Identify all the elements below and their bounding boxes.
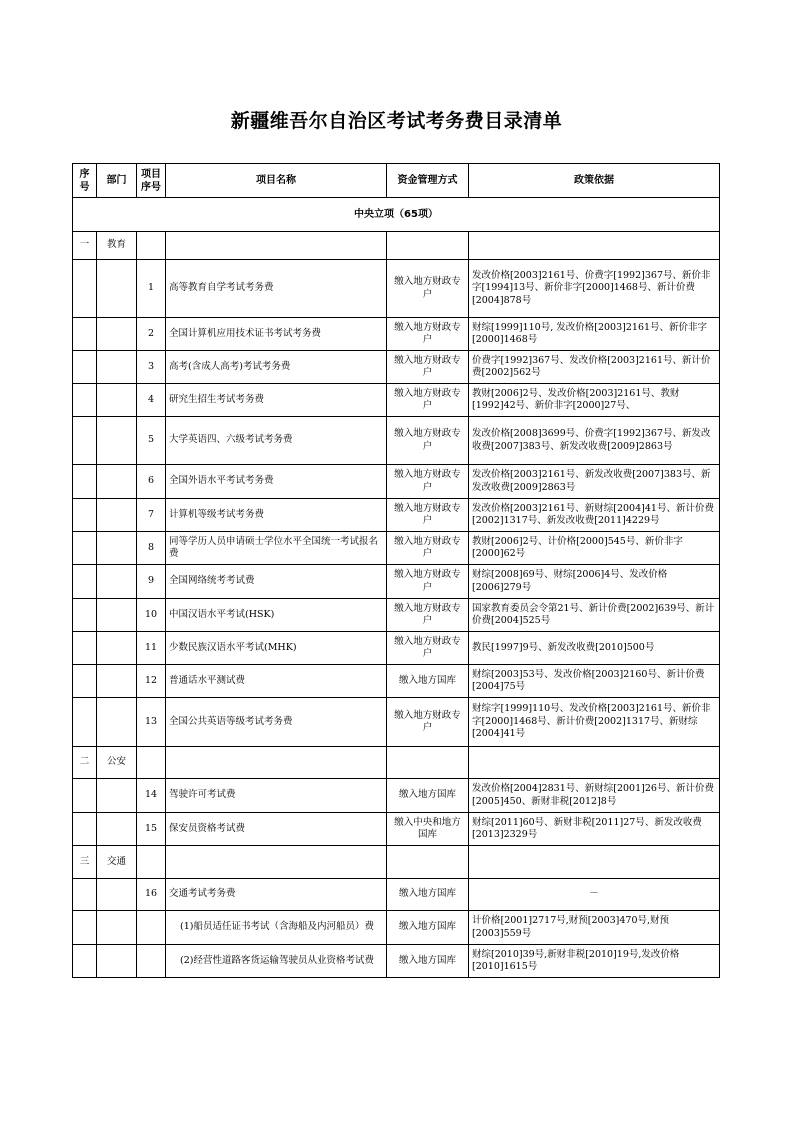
table-row [73, 318, 720, 351]
row-no: 11 [137, 632, 166, 665]
row-mode: 缴入地方财政专户 [387, 499, 469, 532]
row-name: 高等教育自学考试考务费 [166, 260, 387, 318]
group-row [73, 747, 720, 779]
table-row [73, 945, 720, 978]
row-no: 12 [137, 665, 166, 698]
row-name: (2)经营性道路客货运输驾驶员从业资格考试费 [166, 945, 387, 978]
group-dept: 交通 [97, 846, 137, 879]
row-mode: 缴入地方国库 [387, 665, 469, 698]
row-policy: 国家教育委员会令第21号、新计价费[2002]639号、新计价费[2004]525号 [469, 599, 720, 632]
table-row [73, 384, 720, 417]
table-row [73, 565, 720, 599]
table-row [73, 417, 720, 465]
table-row [73, 532, 720, 565]
row-no: 2 [137, 318, 166, 351]
header-policy: 政策依据 [469, 164, 720, 198]
page-title: 新疆维吾尔自治区考试考务费目录清单 [230, 110, 563, 132]
group-seq: 一 [73, 232, 97, 260]
row-name: 高考(含成人高考)考试考务费 [166, 351, 387, 384]
row-no: 1 [137, 260, 166, 318]
table-row [73, 351, 720, 384]
row-mode: 缴入地方财政专户 [387, 632, 469, 665]
row-name: (1)船员适任证书考试（含海船及内河船员）费 [166, 911, 387, 945]
row-mode: 缴入地方财政专户 [387, 532, 469, 565]
table-row [73, 779, 720, 813]
header-item-seq: 项目序号 [137, 164, 166, 198]
header-fund-mode: 资金管理方式 [387, 164, 469, 198]
fee-table [72, 163, 720, 978]
row-no [137, 945, 166, 978]
section-title: 中央立项（65项） [73, 198, 720, 232]
group-seq: 二 [73, 747, 97, 779]
section-row [73, 198, 720, 232]
row-policy: 财综[2003]53号、发改价格[2003]2160号、新计价费[2004]75号 [469, 665, 720, 698]
row-policy: 发改价格[2003]2161号、价费字[1992]367号、新价非字[1994]13号、新价非字[2000]1468号、新计价费[2004]878号 [469, 260, 720, 318]
row-name: 研究生招生考试考务费 [166, 384, 387, 417]
row-policy: 财综[1999]110号, 发改价格[2003]2161号、新价非字[2000]1468号 [469, 318, 720, 351]
row-policy: 教民[1997]9号、新发改收费[2010]500号 [469, 632, 720, 665]
row-name: 同等学历人员申请硕士学位水平全国统一考试报名费 [166, 532, 387, 565]
row-policy: 发改价格[2003]2161号、新发改收费[2007]383号、新发改收费[2009]2863号 [469, 465, 720, 499]
row-no: 7 [137, 499, 166, 532]
group-row [73, 232, 720, 260]
table-row [73, 499, 720, 532]
header-item-name: 项目名称 [166, 164, 387, 198]
row-policy: 财综[2011]60号、新财非税[2011]27号、新发改收费[2013]2329号 [469, 813, 720, 846]
row-name: 全国公共英语等级考试考务费 [166, 698, 387, 747]
row-policy: 计价格[2001]2717号,财预[2003]470号,财预[2003]559号 [469, 911, 720, 945]
row-mode: 缴入地方国库 [387, 945, 469, 978]
group-dept: 教育 [97, 232, 137, 260]
row-no: 4 [137, 384, 166, 417]
row-mode: 缴入中央和地方国库 [387, 813, 469, 846]
table-row [73, 260, 720, 318]
row-mode: 缴入地方财政专户 [387, 260, 469, 318]
row-mode: 缴入地方财政专户 [387, 565, 469, 599]
row-policy: 教财[2006]2号、计价格[2000]545号、新价非字[2000]62号 [469, 532, 720, 565]
row-no: 13 [137, 698, 166, 747]
row-policy: 财综[2010]39号,新财非税[2010]19号,发改价格[2010]1615号 [469, 945, 720, 978]
row-name: 驾驶许可考试费 [166, 779, 387, 813]
row-no: 3 [137, 351, 166, 384]
header-dept: 部门 [97, 164, 137, 198]
row-no [137, 911, 166, 945]
table-row [73, 879, 720, 911]
row-name: 全国外语水平考试考务费 [166, 465, 387, 499]
row-mode: 缴入地方财政专户 [387, 465, 469, 499]
row-policy: 财综字[1999]110号、发改价格[2003]2161号、新价非字[2000]1468号、新计价费[2002]1317号、新财综[2004]41号 [469, 698, 720, 747]
row-mode: 缴入地方财政专户 [387, 698, 469, 747]
group-seq: 三 [73, 846, 97, 879]
row-name: 交通考试考务费 [166, 879, 387, 911]
row-policy: － [469, 879, 720, 911]
row-no: 6 [137, 465, 166, 499]
row-name: 少数民族汉语水平考试(MHK) [166, 632, 387, 665]
row-name: 全国计算机应用技术证书考试考务费 [166, 318, 387, 351]
table-row [73, 911, 720, 945]
row-name: 计算机等级考试考务费 [166, 499, 387, 532]
row-mode: 缴入地方国库 [387, 779, 469, 813]
row-policy: 教财[2006]2号、发改价格[2003]2161号、教财[1992]42号、新价非字[2000]27号、 [469, 384, 720, 417]
row-name: 普通话水平测试费 [166, 665, 387, 698]
row-name: 全国网络统考考试费 [166, 565, 387, 599]
row-no: 9 [137, 565, 166, 599]
table-row [73, 632, 720, 665]
table-row [73, 813, 720, 846]
row-policy: 价费字[1992]367号、发改价格[2003]2161号、新计价费[2002]562号 [469, 351, 720, 384]
row-name: 大学英语四、六级考试考务费 [166, 417, 387, 465]
row-no: 10 [137, 599, 166, 632]
group-dept: 公安 [97, 747, 137, 779]
table-row [73, 465, 720, 499]
row-no: 15 [137, 813, 166, 846]
row-name: 保安员资格考试费 [166, 813, 387, 846]
row-no: 8 [137, 532, 166, 565]
row-no: 16 [137, 879, 166, 911]
row-policy: 发改价格[2003]2161号、新财综[2004]41号、新计价费[2002]1317号、新发改收费[2011]4229号 [469, 499, 720, 532]
row-mode: 缴入地方财政专户 [387, 318, 469, 351]
row-policy: 财综[2008]69号、财综[2006]4号、发改价格[2006]279号 [469, 565, 720, 599]
header-seq: 序号 [73, 164, 97, 198]
header-row [73, 164, 720, 198]
table-row [73, 599, 720, 632]
group-row [73, 846, 720, 879]
row-no: 14 [137, 779, 166, 813]
row-mode: 缴入地方国库 [387, 879, 469, 911]
row-mode: 缴入地方财政专户 [387, 599, 469, 632]
row-mode: 缴入地方财政专户 [387, 417, 469, 465]
row-policy: 发改价格[2008]3699号、价费字[1992]367号、新发改收费[2007]383号、新发改收费[2009]2863号 [469, 417, 720, 465]
row-name: 中国汉语水平考试(HSK) [166, 599, 387, 632]
row-mode: 缴入地方财政专户 [387, 351, 469, 384]
table-row [73, 665, 720, 698]
row-mode: 缴入地方财政专户 [387, 384, 469, 417]
table-row [73, 698, 720, 747]
row-policy: 发改价格[2004]2831号、新财综[2001]26号、新计价费[2005]450、新财非税[2012]8号 [469, 779, 720, 813]
row-no: 5 [137, 417, 166, 465]
row-mode: 缴入地方国库 [387, 911, 469, 945]
